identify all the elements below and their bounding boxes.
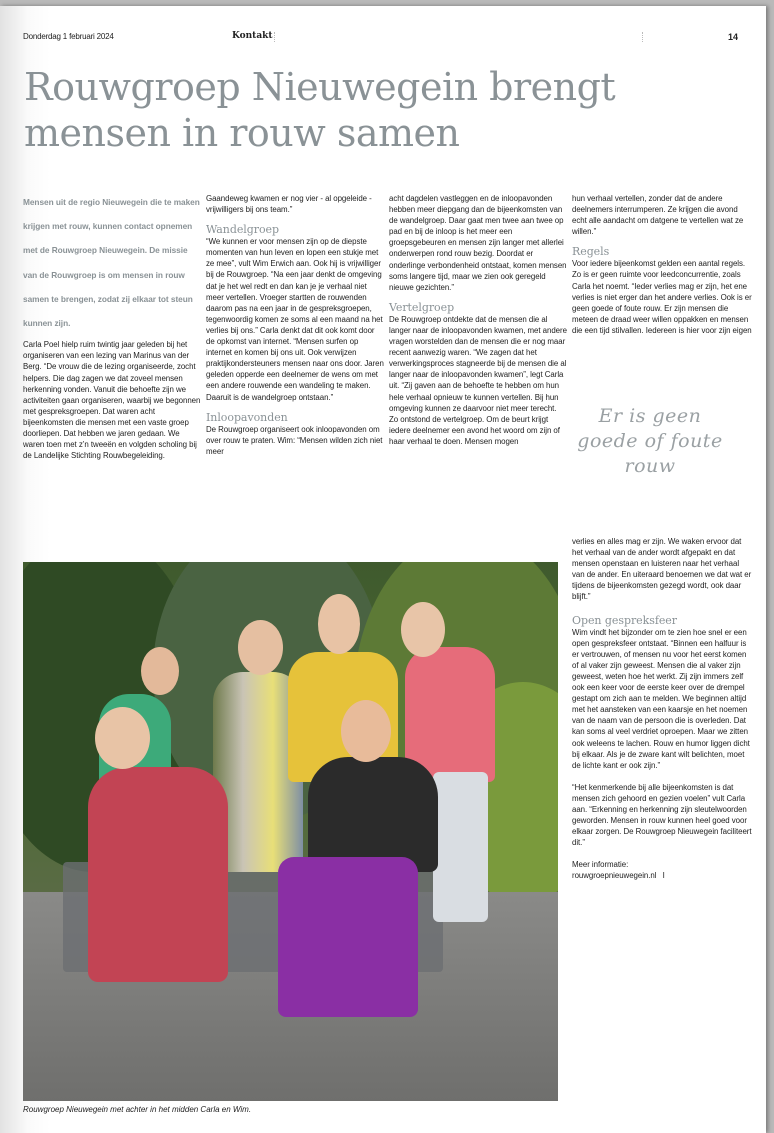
header-date: Donderdag 1 februari 2024 — [23, 32, 114, 41]
header-divider — [642, 32, 644, 42]
section-body-regels: Voor iedere bijeenkomst gelden een aantal regels. Zo is er geen ruimte voor leedconcurrentie, zoals Carla het noemt. “Ieder verlies mag er zijn, het ene verlies is niet erger dan het andere verlies. Ook is er geen goede of foute rouw. Er zijn mensen die meteen de draad weer willen oppakken en mensen die een tijd stilvallen. Iedereen is hier voor zijn eigen — [572, 259, 752, 335]
header-divider — [274, 32, 276, 42]
section-body-vertelgroep-cont: hun verhaal vertellen, zonder dat de andere deelnemers interrumperen. Ze krijgen die avond echt alle aandacht om datgene te vertellen wat ze willen.” — [572, 194, 744, 237]
section-body-inloopavonden-cont: acht dagdelen vastleggen en de inloopavonden hebben meer diepgang dan de bijeenkomsten van de wandelgroep. Daar gaat men twee aan twee op pad en bij de inloop is het meer een groepsgebeuren en mensen zijn langer met allerlei onderwerpen rond rouw bezig. Doordat er onderlinge verbondenheid ontstaat, komen mensen soms langere tijd, maar we zien ook geregeld nieuwe gezichten.” — [389, 194, 567, 292]
column-4 — [572, 193, 752, 336]
section-heading-wandelgroep: Wandelgroep — [206, 223, 279, 237]
page-number: 14 — [727, 32, 738, 42]
column-2 — [206, 193, 384, 457]
column-3 — [389, 193, 567, 447]
newspaper-page — [0, 6, 766, 1133]
intro-continued: Gaandeweg kwamen er nog vier - al opgeleide - vrijwilligers bij ons team.” — [206, 194, 372, 215]
section-body-regels-cont: verlies en alles mag er zijn. We waken ervoor dat het verhaal van de ander wordt afgepakt en dat mensen openstaan en luisteren naar het verhaal van de ander. En uiteraard benoemen we dat wat er tijdens de bijeenkomsten gezegd wordt, ook daar blijft.” — [572, 537, 752, 602]
group-photo — [23, 562, 558, 1101]
section-heading-vertelgroep: Vertelgroep — [389, 300, 455, 314]
photo-caption: Rouwgroep Nieuwegein met achter in het midden Carla en Wim. — [23, 1105, 252, 1114]
article-intro: Carla Poel hielp ruim twintig jaar geleden bij het organiseren van een lezing van Marinus van der Berg. “De vrouw die de lezing organiseerde, zocht helpers. Die dag zagen we dat zoveel mensen herkenning vonden. Vanuit die behoefte zijn we activiteiten gaan organiseren, waarbij we begonnen met gespreksgroepen. Dat waren acht bijeenkomsten die mensen met een vaste groep doorliepen. Dat hebben we jaren gedaan. We waren toen met z’n tweeën en volgden scholing bij de Landelijke Stichting Rouwbegeleiding. — [23, 340, 201, 461]
section-body-open-gespreksfeer: Wim vindt het bijzonder om te zien hoe snel er een open gespreksfeer ontstaat. “Binnen een halfuur is er vertrouwen, of mensen nu voor het eerst komen of al vaker zijn geweest. Mensen die al vaker zijn geweest, weten hoe het werkt. Zij zijn immers zelf ook een keer voor de eerste keer over de drempel gestapt om zich aan te melden. We beginnen altijd met het aansteken van een kaarsje en het noemen van de naam van de persoon die is overleden. Dat kan soms al veel verdriet oproepen. Maar we zitten ook weleens te lachen. Rouw en humor liggen dicht bij elkaar. Als je de zware kant wilt belichten, moet de lichte kant er ook zijn.” — [572, 627, 750, 770]
section-heading-regels: Regels — [572, 245, 610, 259]
publication-name: Kontakt — [232, 31, 273, 41]
column-4-lower — [572, 536, 752, 882]
more-info-label: Meer informatie: — [572, 860, 629, 870]
section-heading-inloopavonden: Inloopavonden — [206, 410, 288, 424]
section-heading-open-gespreksfeer: Open gespreksfeer — [572, 613, 677, 627]
more-info — [572, 870, 752, 881]
pull-quote: Er is geen goede of foute rouw — [577, 405, 723, 477]
article-title: Rouwgroep Nieuwegein brengt mensen in rouw samen — [24, 65, 616, 155]
article-end-mark: I — [662, 871, 665, 881]
section-body-wandelgroep: “We kunnen er voor mensen zijn op de diepste momenten van hun leven en lopen een stukje met ze mee”, vult Wim Erwich aan. Ook hij is vrijwilliger bij de Rouwgroep. “Na een jaar denkt de omgeving dat je het wel redt en dan kan je je verhaal niet meer vertellen. Vroeger startten de rouwenden daarom pas na een jaar in de gespreksgroepen, tegenwoordig komen ze soms al een maand na het verlies bij ons.” Carla denkt dat dit ook komt door de opkomst van internet. “Mensen surfen op internet en komen bij ons uit. Ook verwijzen praktijkondersteuners mensen naar ons door. Jaren geleden opperde een deelnemer de wens om met een andere rouwende een wandeling te maken. Daaruit is de wandelgroep ontstaan.” — [206, 237, 384, 402]
article-lead: Mensen uit de regio Nieuwegein die te maken krijgen met rouw, kunnen contact opnemen met de Rouwgroep Nieuwegein. De missie van de Rouwgroep is om mensen in rouw samen te brengen, zodat zij elkaar tot steun kunnen zijn. — [23, 197, 200, 329]
column-1 — [23, 190, 201, 461]
section-body-vertelgroep: De Rouwgroep ontdekte dat de mensen die al langer naar de inloopavonden kwamen, met andere vragen worstelden dan de mensen die er nog maar recent aanwezig waren. “We zagen dat het verwerkingsproces stagneerde bij de mensen die al langer naar de inloopavonden kwamen”, legt Carla uit. “Zij gaven aan de behoefte te hebben om hun hele verhaal opnieuw te kunnen vertellen. Bij hun omgeving kunnen ze daarvoor niet meer terecht. Zo ontstond de vertelgroep. Om de beurt krijgt iedere deelnemer een avond het woord om zijn of haar verhaal te doen. Mensen mogen — [389, 314, 567, 446]
section-body-inloopavonden: De Rouwgroep organiseert ook inloopavonden om over rouw te praten. Wim: “Mensen wilden zich niet meer — [206, 424, 383, 456]
section-body-open-gespreksfeer-2: “Het kenmerkende bij alle bijeenkomsten is dat mensen zich gehoord en gezien voelen” vult Carla aan. “Erkenning en herkenning zijn sleutelwoorden geworden. Mensen in rouw kunnen heel goed voor elkaar zorgen. De Rouwgroep Nieuwegein faciliteert dit.” — [572, 782, 752, 848]
more-info-link[interactable]: rouwgroepnieuwegein.nl — [572, 871, 657, 881]
